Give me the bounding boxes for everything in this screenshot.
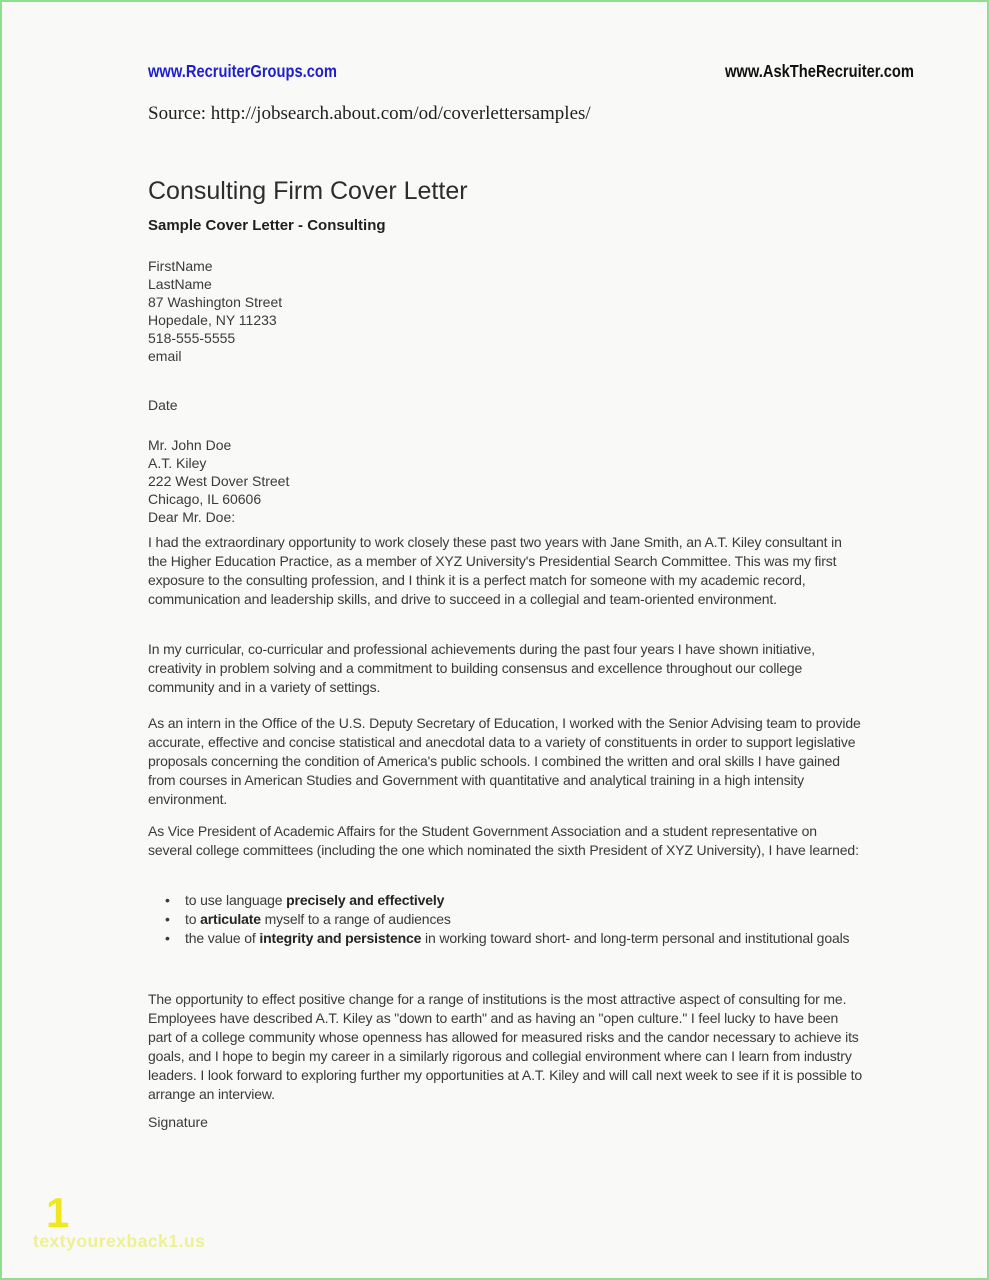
bullet-item	[148, 891, 864, 910]
sender-line: FirstName	[148, 258, 213, 274]
recipient-line: 222 West Dover Street	[148, 473, 290, 489]
watermark-text: textyourexback1.us	[33, 1231, 206, 1251]
bullet-icon: •	[165, 892, 170, 908]
sender-line: Hopedale, NY 11233	[148, 312, 277, 328]
header-right-link	[689, 61, 914, 82]
bullet-list	[148, 891, 864, 948]
sender-line: LastName	[148, 276, 212, 292]
header-left-link[interactable]	[148, 61, 373, 82]
sender-line: 87 Washington Street	[148, 294, 283, 310]
header-right-link-label: www.AskTheRecruiter.com	[725, 61, 914, 81]
source-line: Source: http://jobsearch.about.com/od/coverlettersamples/	[148, 103, 591, 124]
sender-line: 518-555-5555	[148, 330, 236, 346]
bullet-item	[148, 910, 864, 929]
sender-line: email	[148, 348, 182, 364]
recipient-line: Mr. John Doe	[148, 437, 232, 453]
body-paragraph: I had the extraordinary opportunity to work closely these past two years with Jane Smith, an A.T. Kiley consultant in the Higher Education Practice, as a member of XYZ University's Presidential Search Committee. This was my first exposure to the consulting profession, and I think it is a perfect match for someone with my academic record, communication and leadership skills, and drive to succeed in a collegial and team-oriented environment.	[148, 534, 842, 607]
page-subtitle: Sample Cover Letter - Consulting	[148, 217, 386, 234]
bullet-item-text: to use language precisely and effectively	[185, 892, 445, 908]
body-paragraph: As an intern in the Office of the U.S. Deputy Secretary of Education, I worked with the Senior Advising team to provide accurate, effective and concise statistical and anecdotal data to a variety of constituents in order to support legislative proposals concerning the condition of America's public schools. I combined the written and oral skills I have gained from courses in American Studies and Government with quantitative and analytical training in a high intensity environment.	[148, 715, 861, 807]
header-left-link-label: www.RecruiterGroups.com	[148, 61, 337, 81]
recipient-line: Dear Mr. Doe:	[148, 509, 236, 525]
watermark-numeral: 1	[46, 1189, 70, 1236]
closing-paragraph: The opportunity to effect positive change for a range of institutions is the most attractive aspect of consulting for me. Employees have described A.T. Kiley as "down to earth" and as having an "open culture." I feel lucky to have been part of a college community whose openness has allowed for measured risks and the candor necessary to achieve its goals, and I hope to begin my career in a similarly rigorous and collegial environment where can I learn from industry leaders. I look forward to exploring further my opportunities at A.T. Kiley and will call next week to see if it is possible to arrange an interview.	[148, 991, 862, 1102]
recipient-line: A.T. Kiley	[148, 455, 207, 471]
page-title: Consulting Firm Cover Letter	[148, 177, 468, 205]
bullet-item-text: to articulate myself to a range of audiences	[185, 911, 451, 927]
sender-block	[148, 257, 282, 365]
body-paragraph: As Vice President of Academic Affairs for the Student Government Association and a student representative on several college committees (including the one which nominated the sixth President of XYZ University), I have learned:	[148, 823, 859, 858]
date-label: Date	[148, 397, 178, 413]
bullet-item	[148, 929, 864, 948]
signature-label: Signature	[148, 1114, 208, 1130]
recipient-line: Chicago, IL 60606	[148, 491, 262, 507]
bullet-item-text: the value of integrity and persistence in working toward short- and long-term personal and institutional goals	[185, 930, 850, 946]
bullet-icon: •	[165, 930, 170, 946]
bullet-icon: •	[165, 911, 170, 927]
body-paragraph: In my curricular, co-curricular and professional achievements during the past four years I have shown initiative, creativity in problem solving and a commitment to building consensus and excellence throughout our college community and in a variety of settings.	[148, 641, 816, 695]
recipient-block	[148, 436, 289, 526]
